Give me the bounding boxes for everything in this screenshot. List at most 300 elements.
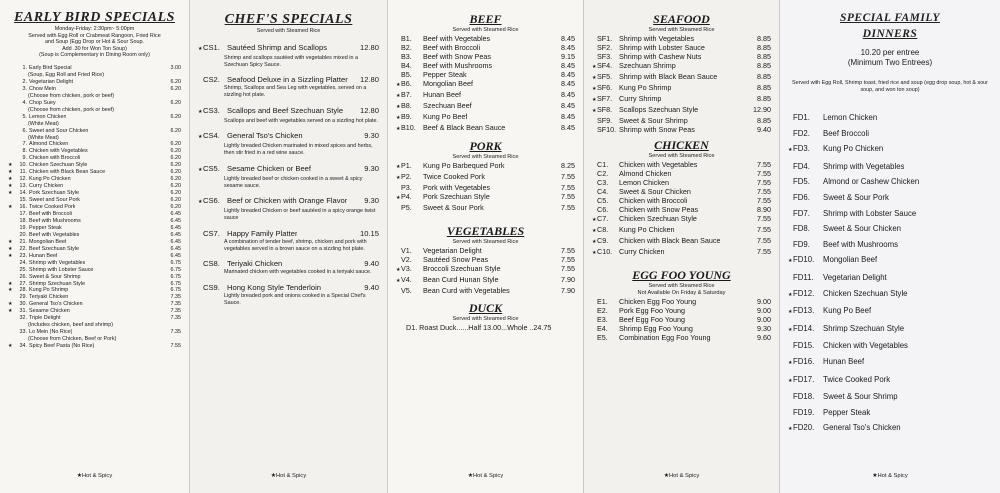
item-name: Sweet & Sour Chicken — [823, 224, 902, 234]
menu-item — [396, 34, 575, 43]
menu-item-row — [788, 159, 992, 175]
menu-item — [788, 237, 992, 253]
item-code: P4. — [401, 192, 412, 201]
spicy-star-icon: ★ — [8, 280, 13, 287]
spicy-star-icon: ★ — [8, 343, 13, 350]
item-price: 7.55 — [561, 192, 575, 201]
item-name: Twice Cooked Pork — [29, 204, 76, 211]
item-price: 8.45 — [561, 90, 575, 99]
item-name: Chicken Szechuan Style — [823, 288, 908, 298]
menu-item-row — [396, 255, 575, 264]
item-code: C2. — [597, 169, 609, 178]
menu-item — [592, 125, 771, 134]
early-bird-soup: and Soup (Egg Drop or Hot & Sour Soup. — [45, 39, 144, 46]
item-name: Vegetarian Delight — [423, 246, 482, 255]
menu-item-row — [396, 192, 575, 203]
item-name: Lemon Chicken — [29, 113, 67, 120]
item-code: 19. — [19, 224, 27, 231]
menu-item — [198, 283, 379, 307]
menu-item — [8, 190, 181, 197]
pork-title: PORK — [469, 139, 502, 153]
item-code: E5. — [597, 333, 608, 342]
item-price: 8.85 — [757, 94, 771, 103]
menu-item-row — [8, 190, 181, 197]
menu-item-row — [788, 126, 992, 142]
spicy-star-icon: ★ — [396, 175, 401, 181]
menu-item — [396, 192, 575, 203]
item-name: Beef with Broccoli — [29, 210, 72, 217]
item-price: 7.55 — [757, 225, 771, 234]
item-code: 17. — [19, 210, 27, 217]
item-price: 10.15 — [359, 228, 379, 238]
item-price: 7.55 — [561, 203, 575, 212]
item-name: Sweet and Sour Chicken — [29, 127, 89, 134]
item-price: 9.40 — [364, 259, 379, 269]
early-bird-hours: Monday-Friday: 2:30pm~ 5:00pm — [54, 26, 135, 32]
item-name: Curry Shrimp — [619, 94, 662, 103]
menu-item-row — [592, 196, 771, 205]
spicy-star-icon: ★ — [592, 217, 597, 223]
item-price: 6.45 — [170, 217, 181, 224]
spicy-star-icon: ★ — [788, 377, 793, 384]
item-code: C10. — [597, 247, 613, 256]
menu-item-row — [788, 237, 992, 253]
item-code: 22. — [19, 245, 27, 252]
menu-item-row — [8, 155, 181, 162]
menu-item-row — [396, 61, 575, 70]
item-code: 10. — [19, 162, 27, 169]
item-price: 7.90 — [561, 275, 575, 284]
menu-item — [592, 324, 771, 333]
item-name: Hunan Beef — [823, 356, 865, 366]
item-code: FD6. — [793, 192, 810, 202]
menu-item-row — [198, 75, 379, 84]
menu-item-row — [592, 105, 771, 116]
menu-item-row — [8, 176, 181, 183]
menu-item — [8, 86, 181, 93]
menu-item — [198, 43, 379, 69]
spicy-star-icon: ★ — [396, 278, 401, 284]
menu-item — [8, 315, 181, 322]
item-name: Pork Szechuan Style — [423, 192, 490, 201]
spicy-star-icon: ★ — [396, 104, 401, 110]
item-name: Sautéed Shrimp and Scallops — [227, 42, 328, 52]
menu-item-row — [396, 203, 575, 212]
menu-item — [592, 187, 771, 196]
item-name: Shrimp with Cashew Nuts — [619, 52, 702, 61]
item-name: Sweet and Sour Pork — [29, 197, 80, 204]
item-code: 16. — [19, 204, 27, 211]
item-name: Mongolian Beef — [823, 255, 878, 265]
menu-item-row — [592, 225, 771, 236]
family-title-line1: SPECIAL FAMILY — [840, 12, 940, 24]
spicy-star-icon: ★ — [592, 228, 597, 234]
item-code: 24. — [19, 259, 27, 266]
menu-item-row — [198, 259, 379, 268]
egg-foo-young-availability: Not Available On Friday & Saturday — [637, 290, 726, 296]
menu-item — [396, 61, 575, 70]
item-code: CS9. — [203, 282, 220, 292]
item-name: Beef or Chicken with Orange Flavor — [227, 196, 348, 206]
item-name: General Tso's Chicken — [29, 301, 83, 308]
hot-spicy-note: ★Hot & Spicy — [270, 473, 307, 479]
item-price: 6.20 — [170, 85, 181, 92]
item-code: FD4. — [793, 161, 810, 171]
menu-item — [8, 79, 181, 86]
item-name: Happy Family Platter — [227, 228, 298, 238]
spicy-star-icon: ★ — [592, 108, 597, 114]
menu-item — [396, 79, 575, 90]
item-description: Lightly breaded pork and onions cooked in a Special Chef's Sauce. — [224, 292, 366, 306]
spicy-star-icon: ★ — [8, 204, 13, 211]
item-name: Sweet & Sour Shrimp — [619, 116, 688, 125]
item-name: General Tso's Chicken — [227, 131, 303, 141]
item-code: B3. — [401, 52, 412, 61]
item-code: CS1. — [203, 42, 220, 52]
menu-item-row — [8, 169, 181, 176]
item-code: C4. — [597, 187, 609, 196]
menu-item — [8, 183, 181, 190]
menu-item — [592, 205, 771, 214]
menu-item — [788, 354, 992, 372]
menu-item — [8, 274, 181, 281]
menu-item — [396, 123, 575, 134]
early-bird-served: Served with Egg Roll or Crabmeat Rangoon, Fried Rice — [28, 32, 161, 39]
item-code: SF2. — [597, 43, 613, 52]
menu-item — [8, 301, 181, 308]
item-code: B10. — [401, 123, 416, 132]
item-price: 12.80 — [359, 105, 379, 115]
item-name: Chicken with Vegetables — [29, 148, 88, 155]
menu-item-row — [396, 246, 575, 255]
vegetables-title: VEGETABLES — [446, 224, 525, 238]
menu-item — [592, 116, 771, 125]
spicy-star-icon: ★ — [396, 93, 401, 99]
item-code: 20. — [19, 231, 27, 238]
item-code: V1. — [401, 246, 412, 255]
menu-item-row — [198, 43, 379, 54]
item-code: P2. — [401, 172, 412, 181]
item-price: 6.20 — [170, 78, 181, 85]
item-name: General Tso's Chicken — [823, 423, 901, 433]
item-price: 7.55 — [170, 343, 181, 350]
menu-item — [592, 306, 771, 315]
chefs-specials-title: CHEF'S SPECIALS — [224, 12, 353, 27]
menu-item-row — [788, 110, 992, 126]
item-price: 8.85 — [757, 116, 771, 125]
chefs-specials-list — [198, 43, 379, 307]
spicy-star-icon: ★ — [592, 86, 597, 92]
item-code: P5. — [401, 203, 412, 212]
item-name: Chicken with Vegetables — [619, 160, 698, 169]
item-price: 8.85 — [757, 83, 771, 92]
menu-item — [8, 169, 181, 176]
item-name: Beef with Mushrooms — [823, 239, 898, 249]
item-code: C6. — [597, 205, 609, 214]
item-code: C1. — [597, 160, 609, 169]
menu-item-row — [8, 239, 181, 246]
menu-item — [8, 176, 181, 183]
item-name: Sweet & Sour Shrimp — [29, 273, 81, 280]
menu-item-row — [8, 232, 181, 239]
menu-item — [396, 183, 575, 192]
item-code: FD2. — [793, 128, 810, 138]
spicy-star-icon: ★ — [396, 126, 401, 132]
item-code: 33. — [19, 329, 27, 336]
menu-item-row — [396, 43, 575, 52]
item-price: 7.55 — [561, 183, 575, 192]
menu-item — [8, 232, 181, 239]
menu-item — [592, 43, 771, 52]
item-code: C5. — [597, 196, 609, 205]
item-name: Beef with Mushrooms — [423, 61, 493, 70]
menu-item — [396, 203, 575, 212]
item-price: 8.45 — [561, 43, 575, 52]
menu-item-row — [592, 306, 771, 315]
menu-item-row — [396, 52, 575, 61]
menu-item — [592, 214, 771, 225]
item-code: FD20. — [793, 423, 815, 433]
menu-item-row — [592, 116, 771, 125]
item-code: 15. — [19, 197, 27, 204]
item-name: Beef with Mushrooms — [29, 217, 81, 224]
menu-item — [8, 162, 181, 169]
item-price: 7.55 — [757, 236, 771, 245]
item-name: Almond Chicken — [619, 169, 672, 178]
item-code: 14. — [19, 190, 27, 197]
item-name: Pork Szechuan Style — [29, 190, 80, 197]
item-code: B4. — [401, 61, 412, 70]
item-name: Sweet & Sour Chicken — [619, 187, 691, 196]
menu-item — [198, 229, 379, 253]
item-name: Chicken Szechuan Style — [619, 214, 697, 223]
menu-item-row — [592, 43, 771, 52]
item-code: SF1. — [597, 34, 613, 43]
menu-item-row — [396, 70, 575, 79]
menu-item-row — [788, 141, 992, 159]
chicken-subtitle: Served with Steamed Rice — [648, 153, 715, 159]
menu-item-row — [8, 315, 181, 322]
item-name: Pepper Steak — [423, 70, 467, 79]
menu-item — [8, 141, 181, 148]
item-name: Lemon Chicken — [823, 113, 878, 122]
menu-item — [198, 164, 379, 190]
item-name: Mongolian Beef — [29, 238, 67, 245]
item-code: FD14. — [793, 323, 815, 333]
item-code: FD19. — [793, 407, 815, 417]
item-price: 7.35 — [170, 315, 181, 322]
item-code: FD3. — [793, 144, 810, 154]
spicy-star-icon: ★ — [8, 176, 13, 183]
seafood-chicken-panel — [584, 0, 780, 493]
item-price: 8.90 — [757, 205, 771, 214]
item-name: Twice Cooked Pork — [423, 172, 485, 181]
menu-item — [8, 343, 181, 350]
menu-item-row — [592, 247, 771, 258]
menu-item — [198, 259, 379, 276]
item-price: 7.35 — [170, 308, 181, 315]
spicy-star-icon: ★ — [198, 108, 203, 115]
menu-item — [8, 197, 181, 204]
menu-item — [396, 112, 575, 123]
item-name: Shrimp Egg Foo Young — [619, 324, 693, 333]
menu-item-row — [8, 301, 181, 308]
item-code: CS6. — [203, 196, 220, 206]
item-name: Chicken with Black Bean Sauce — [29, 169, 106, 176]
item-code: 5. — [22, 113, 27, 120]
menu-item-row — [396, 79, 575, 90]
menu-item — [396, 161, 575, 172]
item-code: C7. — [597, 214, 609, 223]
menu-item — [198, 131, 379, 157]
item-price: 7.35 — [170, 329, 181, 336]
item-price: 6.20 — [170, 127, 181, 134]
menu-item-row — [8, 343, 181, 350]
item-name: Pepper Steak — [823, 407, 871, 417]
family-dinners-panel — [780, 0, 1000, 493]
item-price: 8.45 — [561, 112, 575, 121]
menu-item-row — [592, 187, 771, 196]
hot-spicy-note: ★Hot & Spicy — [872, 473, 908, 479]
menu-item-row — [396, 90, 575, 101]
item-note: (White Meat) — [28, 120, 59, 127]
menu-item-row — [8, 79, 181, 86]
family-price: 10.20 per entree — [860, 48, 920, 57]
menu-item — [396, 101, 575, 112]
item-name: Vegetarian Delight — [823, 272, 887, 282]
item-code: 31. — [19, 308, 27, 315]
duck-item: D1. Roast Duck......Half 13.00...Whole ..24.75 — [406, 323, 552, 332]
menu-item — [592, 236, 771, 247]
item-price: 7.55 — [757, 214, 771, 223]
menu-item-row — [8, 225, 181, 232]
item-note: (Choose from chicken, pork or beef) — [28, 106, 114, 113]
menu-item-row — [592, 333, 771, 342]
menu-item — [396, 264, 575, 275]
item-code: CS3. — [203, 105, 220, 115]
item-price: 6.75 — [170, 273, 181, 280]
beef-list — [396, 34, 575, 134]
spicy-star-icon: ★ — [788, 326, 793, 333]
item-code: FD12. — [793, 288, 815, 298]
item-price: 6.20 — [170, 197, 181, 204]
menu-item-row — [198, 283, 379, 292]
item-name: Kung Po Beef — [423, 112, 468, 121]
item-name: Beef & Black Bean Sauce — [423, 123, 506, 132]
item-code: 7. — [22, 141, 27, 148]
menu-item — [592, 52, 771, 61]
early-bird-dining: (Soup is Complementary in Dining Room only) — [39, 52, 150, 59]
item-code: C8. — [597, 225, 609, 234]
menu-item-row — [8, 287, 181, 294]
menu-item — [788, 303, 992, 321]
item-price: 7.55 — [561, 255, 575, 264]
item-code: E3. — [597, 315, 608, 324]
item-price: 7.55 — [757, 178, 771, 187]
item-name: Combination Egg Foo Young — [619, 333, 711, 342]
item-code: FD16. — [793, 356, 815, 366]
item-code: SF4. — [597, 61, 613, 70]
hot-spicy-note: ★Hot & Spicy — [76, 473, 113, 479]
spicy-star-icon: ★ — [198, 199, 203, 206]
item-name: Pork with Vegetables — [423, 183, 491, 192]
item-name: Shrimp with Vegetables — [29, 259, 86, 266]
spicy-star-icon: ★ — [396, 267, 401, 273]
seafood-list — [592, 34, 771, 134]
item-description: Lightly breaded Chicken marinated in mixed spices and herbs, then stir fried in a red wine sauce. — [224, 143, 373, 157]
family-dinners-list — [788, 110, 992, 438]
item-price: 6.20 — [170, 190, 181, 197]
menu-item — [8, 239, 181, 246]
spicy-star-icon: ★ — [198, 134, 203, 141]
item-code: B5. — [401, 70, 412, 79]
item-price: 6.20 — [170, 113, 181, 120]
item-code: SF9. — [597, 116, 613, 125]
item-code: 1. — [22, 64, 27, 71]
item-name: Scallops and Beef Szechuan Style — [227, 105, 344, 115]
early-bird-list — [8, 65, 181, 350]
item-price: 8.45 — [561, 34, 575, 43]
vegetables-subtitle: Served with Steamed Rice — [452, 239, 519, 245]
spicy-star-icon: ★ — [788, 258, 793, 265]
menu-item-row — [788, 252, 992, 270]
item-code: B9. — [401, 112, 412, 121]
item-name: Chicken Egg Foo Young — [619, 297, 697, 306]
menu-item-row — [592, 160, 771, 169]
menu-item-row — [396, 101, 575, 112]
item-name: Broccoli Szechuan Style — [423, 264, 501, 273]
menu-item — [788, 206, 992, 222]
item-name: Bean Curd with Vegetables — [423, 286, 510, 295]
menu-item — [198, 106, 379, 125]
menu-item-row — [592, 83, 771, 94]
menu-item-row — [8, 148, 181, 155]
spicy-star-icon: ★ — [592, 239, 597, 245]
egg-foo-young-list — [592, 297, 771, 342]
item-code: 26. — [19, 273, 27, 280]
item-price: 6.75 — [170, 259, 181, 266]
item-price: 6.45 — [170, 238, 181, 245]
item-name: Sesame Chicken or Beef — [227, 163, 311, 173]
item-name: Pepper Steak — [29, 224, 62, 231]
spicy-star-icon: ★ — [8, 301, 13, 308]
spicy-star-icon: ★ — [592, 75, 597, 81]
item-name: Chop Suey — [29, 99, 56, 106]
menu-item — [8, 114, 181, 121]
item-price: 12.90 — [753, 105, 771, 114]
menu-item-row — [8, 274, 181, 281]
item-code: 13. — [19, 183, 27, 190]
item-description: Shrimp and scallops sautéed with vegetables mixed in a Szechuan Spicy Sauce. — [224, 54, 358, 68]
beef-title: BEEF — [469, 12, 502, 26]
item-code: B6. — [401, 79, 412, 88]
item-name: Beef with Broccoli — [423, 43, 481, 52]
menu-item-row — [592, 34, 771, 43]
item-code: E1. — [597, 297, 608, 306]
item-code: B8. — [401, 101, 412, 110]
menu-item — [8, 100, 181, 107]
item-name: Kung Po Chicken — [29, 176, 71, 183]
item-name: Chicken with Broccoli — [619, 196, 688, 205]
item-price: 9.40 — [757, 125, 771, 134]
item-price: 6.20 — [170, 141, 181, 148]
spicy-star-icon: ★ — [8, 238, 13, 245]
item-name: Beef with Vegetables — [423, 34, 491, 43]
spicy-star-icon: ★ — [788, 309, 793, 316]
menu-item-row — [788, 420, 992, 438]
menu-item-row — [788, 286, 992, 304]
item-code: 34. — [19, 343, 27, 350]
